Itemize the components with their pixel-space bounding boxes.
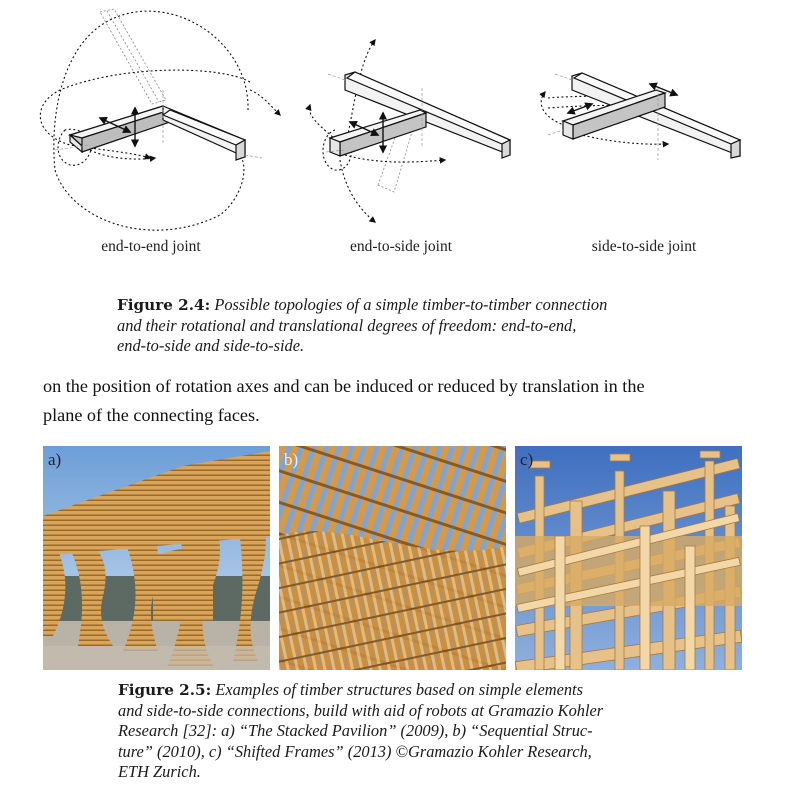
- sequential-structure-image: [279, 446, 506, 670]
- figure-2-5-caption: [118, 680, 675, 783]
- body-paragraph: [43, 372, 748, 430]
- diagram-end-to-end: [40, 9, 280, 230]
- beam-right: [163, 106, 245, 160]
- photo-label-b: b): [284, 450, 299, 469]
- ghost-beam: [100, 9, 166, 104]
- caption-line: end-to-side and side-to-side.: [117, 336, 305, 355]
- joint-label-end-to-end: end-to-end joint: [101, 238, 201, 255]
- joint-label-end-to-side: end-to-side joint: [349, 238, 453, 255]
- figure-2-4-caption: [117, 295, 674, 357]
- caption-line: Research [32]: a) “The Stacked Pavilion” (2009), b) “Sequential Struc-: [118, 721, 593, 740]
- figure-number: Figure 2.4:: [117, 296, 211, 314]
- caption-line: ETH Zurich.: [118, 762, 201, 781]
- photo-shifted-frames: [515, 446, 742, 670]
- caption-text: Possible topologies of a simple timber-to-timber connection: [214, 295, 608, 314]
- caption-line: [118, 680, 675, 701]
- beam-left: [70, 106, 170, 152]
- photo-sequential-structure: [279, 446, 506, 670]
- photo-stacked-pavilion: [43, 446, 270, 670]
- beam-short: [330, 110, 426, 156]
- stacked-pavilion-image: [43, 446, 270, 670]
- caption-line: and side-to-side connections, build with aid of robots at Gramazio Kohler: [118, 700, 604, 720]
- caption-line: ture” (2010), c) “Shifted Frames” (2013) ©Gramazio Kohler Research,: [118, 741, 592, 761]
- diagram-end-to-side: [309, 40, 510, 222]
- figure-2-4-diagrams: [0, 0, 800, 240]
- caption-text: Examples of timber structures based on simple elements: [215, 680, 583, 699]
- diagram-side-to-side: [541, 73, 740, 160]
- figure-number: Figure 2.5:: [118, 681, 212, 699]
- body-line: on the position of rotation axes and can be induced or reduced by translation in the: [43, 376, 645, 396]
- body-line: plane of the connecting faces.: [43, 405, 260, 425]
- joint-label-side-to-side: side-to-side joint: [591, 238, 697, 255]
- photo-label-c: c): [520, 450, 534, 469]
- shifted-frames-image: [515, 446, 742, 670]
- caption-line: [117, 295, 674, 316]
- caption-line: and their rotational and translational degrees of freedom: end-to-end,: [117, 315, 577, 335]
- photo-label-a: a): [48, 450, 62, 469]
